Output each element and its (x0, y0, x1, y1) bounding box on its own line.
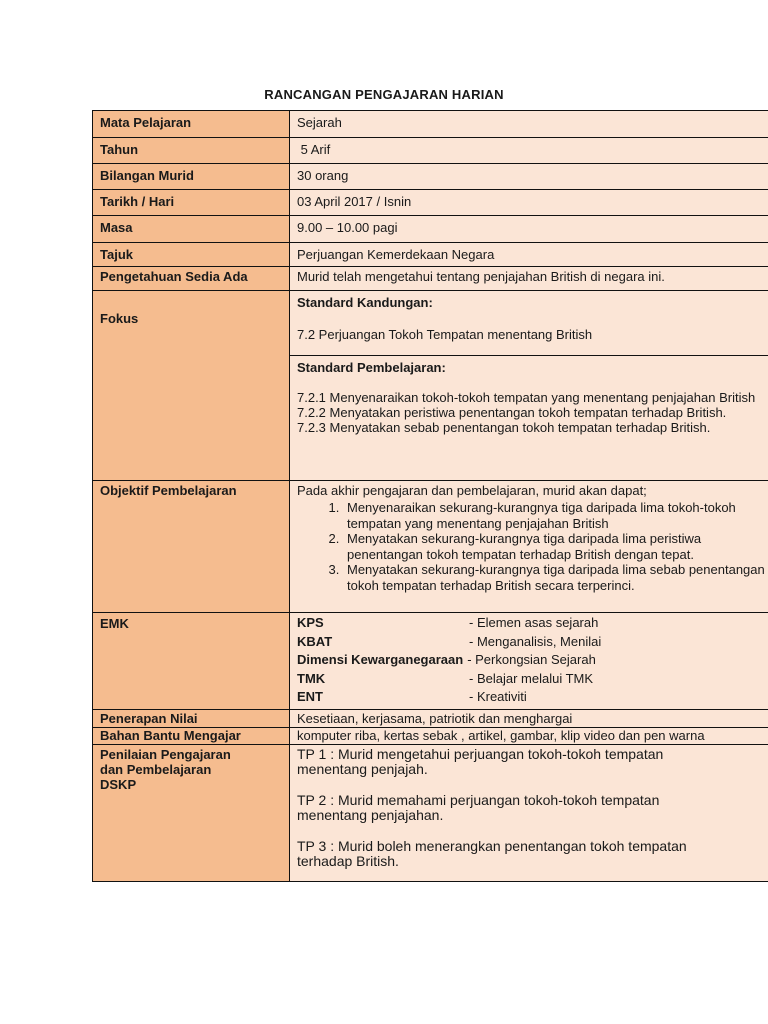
fokus-standard-pembelajaran (290, 356, 768, 481)
label-pengetahuan-sedia-ada: Pengetahuan Sedia Ada (93, 267, 290, 291)
row-bilangan-murid (93, 164, 768, 190)
value-tahun: 5 Arif (290, 138, 768, 164)
label-tahun: Tahun (93, 138, 290, 164)
label-masa: Masa (93, 216, 290, 243)
row-pengetahuan (93, 267, 768, 291)
row-penilaian (93, 745, 768, 882)
objektif-intro: Pada akhir pengajaran dan pembelajaran, murid akan dapat; (297, 483, 647, 498)
objektif-item: 3. Menyatakan sekurang-kurangnya tiga daripada lima sebab penentangan tokoh tempatan terhadap British secara terperinci. (343, 562, 765, 593)
label-bilangan-murid: Bilangan Murid (93, 164, 290, 190)
row-masa (93, 216, 768, 243)
sk-item: 7.2 Perjuangan Tokoh Tempatan menentang British (297, 327, 593, 342)
value-bahan-bantu: komputer riba, kertas sebak , artikel, gambar, klip video dan pen warna (290, 728, 768, 745)
label-bahan-bantu: Bahan Bantu Mengajar (93, 728, 290, 745)
row-tahun (93, 138, 768, 164)
sp-heading: Standard Pembelajaran: (297, 360, 446, 375)
value-penerapan-nilai: Kesetiaan, kerjasama, patriotik dan menghargai (290, 710, 768, 728)
emk-key: TMK (297, 670, 326, 686)
label-penerapan-nilai: Penerapan Nilai (93, 710, 290, 728)
objektif-item: 2. Menyatakan sekurang-kurangnya tiga daripada lima peristiwa penentangan tokoh tempatan terhadap British dengan tepat. (343, 531, 765, 562)
value-penilaian (290, 745, 768, 882)
sk-heading: Standard Kandungan: (297, 295, 433, 310)
sp-item: 7.2.2 Menyatakan peristiwa penentangan tokoh tempatan terhadap British. (297, 405, 727, 420)
value-tajuk: Perjuangan Kemerdekaan Negara (290, 243, 768, 267)
row-mata-pelajaran (93, 111, 768, 138)
objektif-list (297, 500, 765, 593)
emk-item (297, 633, 765, 652)
objektif-item: 1. Menyenaraikan sekurang-kurangnya tiga daripada lima tokoh-tokoh tempatan yang menentang penjajahan British (343, 500, 765, 531)
label-objektif: Objektif Pembelajaran (93, 481, 290, 613)
dskp-item: TP 1 : Murid mengetahui perjuangan tokoh-tokoh tempatan menentang penjajah. (297, 746, 664, 777)
label-tarikh: Tarikh / Hari (93, 190, 290, 216)
row-bahan-bantu (93, 728, 768, 745)
label-tajuk: Tajuk (93, 243, 290, 267)
value-emk (290, 613, 768, 710)
emk-key: KPS (297, 615, 324, 630)
label-penilaian: Penilaian Pengajaran dan Pembelajaran DSKP (93, 745, 290, 882)
value-objektif (290, 481, 768, 613)
emk-value: - Menganalisis, Menilai (469, 633, 602, 649)
dskp-item: TP 2 : Murid memahami perjuangan tokoh-tokoh tempatan menentang penjajahan. (297, 792, 660, 823)
row-tarikh (93, 190, 768, 216)
label-mata-pelajaran: Mata Pelajaran (93, 111, 290, 138)
value-masa: 9.00 – 10.00 pagi (290, 216, 768, 243)
emk-value: - Kreativiti (469, 689, 527, 704)
dskp-item: TP 3 : Murid boleh menerangkan penentangan tokoh tempatan terhadap British. (297, 838, 687, 869)
value-mata-pelajaran: Sejarah (290, 111, 768, 138)
row-fokus-sk (93, 291, 768, 356)
emk-item (297, 670, 765, 689)
row-penerapan-nilai (93, 710, 768, 728)
value-bilangan-murid: 30 orang (290, 164, 768, 190)
sp-item: 7.2.1 Menyenaraikan tokoh-tokoh tempatan yang menentang penjajahan British (297, 390, 756, 405)
row-tajuk (93, 243, 768, 267)
label-emk: EMK (93, 613, 290, 710)
row-objektif (93, 481, 768, 613)
label-fokus: Fokus (93, 291, 290, 481)
emk-item (297, 651, 765, 670)
emk-value: - Perkongsian Sejarah (467, 652, 596, 667)
emk-key: KBAT (297, 633, 333, 649)
document-title: RANCANGAN PENGAJARAN HARIAN (264, 87, 504, 102)
emk-key: Dimensi Kewarganegaraan (297, 652, 464, 667)
emk-item (297, 688, 765, 707)
emk-item (297, 614, 765, 633)
value-pengetahuan-sedia-ada: Murid telah mengetahui tentang penjajahan British di negara ini. (290, 267, 768, 291)
emk-value: - Elemen asas sejarah (469, 615, 599, 630)
lesson-plan-table (92, 110, 768, 882)
value-tarikh: 03 April 2017 / Isnin (290, 190, 768, 216)
emk-value: - Belajar melalui TMK (469, 670, 594, 686)
row-emk (93, 613, 768, 710)
emk-key: ENT (297, 689, 323, 704)
fokus-standard-kandungan (290, 291, 768, 356)
sp-item: 7.2.3 Menyatakan sebab penentangan tokoh tempatan terhadap British. (297, 420, 711, 435)
